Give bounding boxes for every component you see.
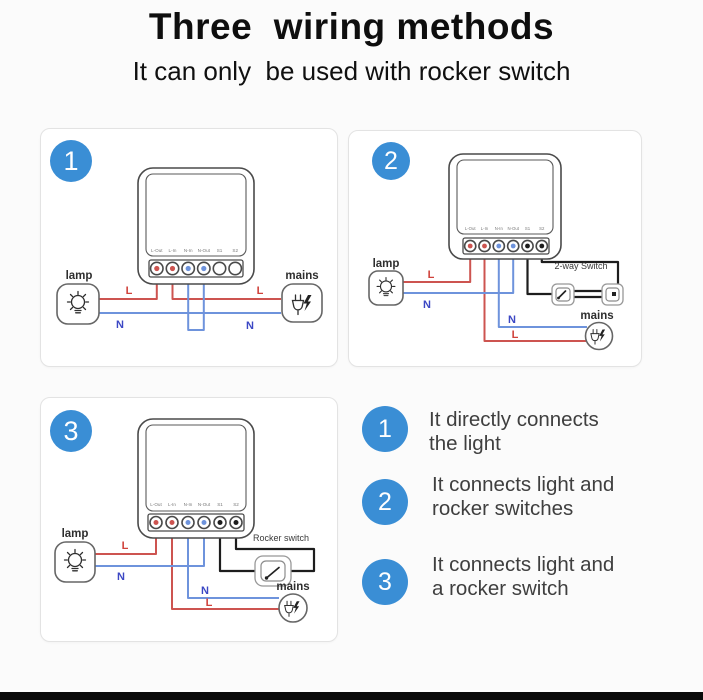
legend-item-text <box>432 553 614 601</box>
live-wire-label: L <box>205 597 213 609</box>
lamp-icon <box>55 542 95 582</box>
neutral-wire-label: N <box>246 320 254 332</box>
live-wire-label: L <box>125 285 133 297</box>
wiring-panel-1 <box>40 128 338 367</box>
bottom-bar <box>0 692 703 700</box>
terminal-label: S2 <box>539 226 545 231</box>
live-wire-label: L <box>511 329 519 341</box>
wiring-panel-2 <box>348 130 642 367</box>
legend-item-text <box>432 473 614 521</box>
legend-number-badge: 1 <box>362 406 408 452</box>
terminal-label: S2 <box>233 502 239 507</box>
smart-switch-device <box>138 419 254 538</box>
lamp-icon <box>369 271 403 305</box>
wiring-panel-3 <box>40 397 338 642</box>
rocker-switch-label: Rocker switch <box>252 533 310 543</box>
smart-switch-device <box>138 168 254 284</box>
terminal-label: L-Out <box>464 226 476 231</box>
mains-label: mains <box>285 270 319 282</box>
live-wire-label: L <box>121 540 129 552</box>
terminal-block <box>149 260 243 277</box>
terminal-label: L-Out <box>150 502 162 507</box>
smart-switch-device <box>449 154 561 259</box>
live-wire-label: L <box>427 269 435 281</box>
mains-icon <box>586 323 613 350</box>
panel-number-badge: 1 <box>50 140 92 182</box>
mains-icon <box>279 594 307 622</box>
terminal-block <box>148 514 244 531</box>
page-title: Three wiring methods <box>148 6 555 47</box>
page-subtitle: It can only be used with rocker switch <box>132 56 571 86</box>
terminal-label: N-Out <box>197 248 210 253</box>
wire-switch-link <box>574 291 602 297</box>
terminal-label: N-Out <box>197 502 211 507</box>
terminal-label: L-In <box>168 502 176 507</box>
terminal-label: N-In <box>183 248 193 253</box>
terminal-label: S2 <box>232 248 239 253</box>
panel-number-badge: 2 <box>372 142 410 180</box>
mains-icon <box>282 284 322 322</box>
wiring-diagram-2 <box>349 131 641 366</box>
legend-item-text <box>429 408 599 456</box>
legend-number-badge: 2 <box>362 479 408 525</box>
live-wire-label: L <box>256 285 264 297</box>
wiring-diagram-1 <box>41 129 337 366</box>
terminal-label: N-In <box>494 226 503 231</box>
legend-line: It connects light and <box>432 473 615 496</box>
lamp-label: lamp <box>61 528 89 540</box>
terminal-label: L-In <box>168 248 177 253</box>
terminal-label: S1 <box>524 226 531 231</box>
two-way-switch-icon <box>552 284 623 305</box>
lamp-icon <box>57 284 99 324</box>
two-way-switch-label: 2-way Switch <box>554 261 608 271</box>
lamp-label: lamp <box>65 270 93 282</box>
mains-label: mains <box>580 310 614 322</box>
legend-line: a rocker switch <box>432 577 569 600</box>
neutral-wire-label: N <box>117 571 125 583</box>
neutral-wire-label: N <box>508 314 516 326</box>
terminal-label: S1 <box>217 502 223 507</box>
legend-line: It directly connects <box>429 408 599 431</box>
legend-line: the light <box>429 432 501 455</box>
neutral-wire-label: N <box>201 585 209 597</box>
lamp-label: lamp <box>372 258 400 270</box>
neutral-wire-label: N <box>423 299 431 311</box>
neutral-wire-label: N <box>116 319 124 331</box>
terminal-label: L-Out <box>151 248 163 253</box>
terminal-label: N-Out <box>507 226 519 231</box>
terminal-label: L-In <box>480 226 489 231</box>
terminal-block <box>463 238 549 254</box>
legend-line: It connects light and <box>432 553 615 576</box>
panel-number-badge: 3 <box>50 410 92 452</box>
wiring-diagram-3 <box>41 398 337 641</box>
legend-number-badge: 3 <box>362 559 408 605</box>
legend-line: rocker switches <box>432 497 574 520</box>
terminal-label: N-In <box>183 502 193 507</box>
mains-label: mains <box>276 581 310 593</box>
terminal-label: S1 <box>216 248 223 253</box>
